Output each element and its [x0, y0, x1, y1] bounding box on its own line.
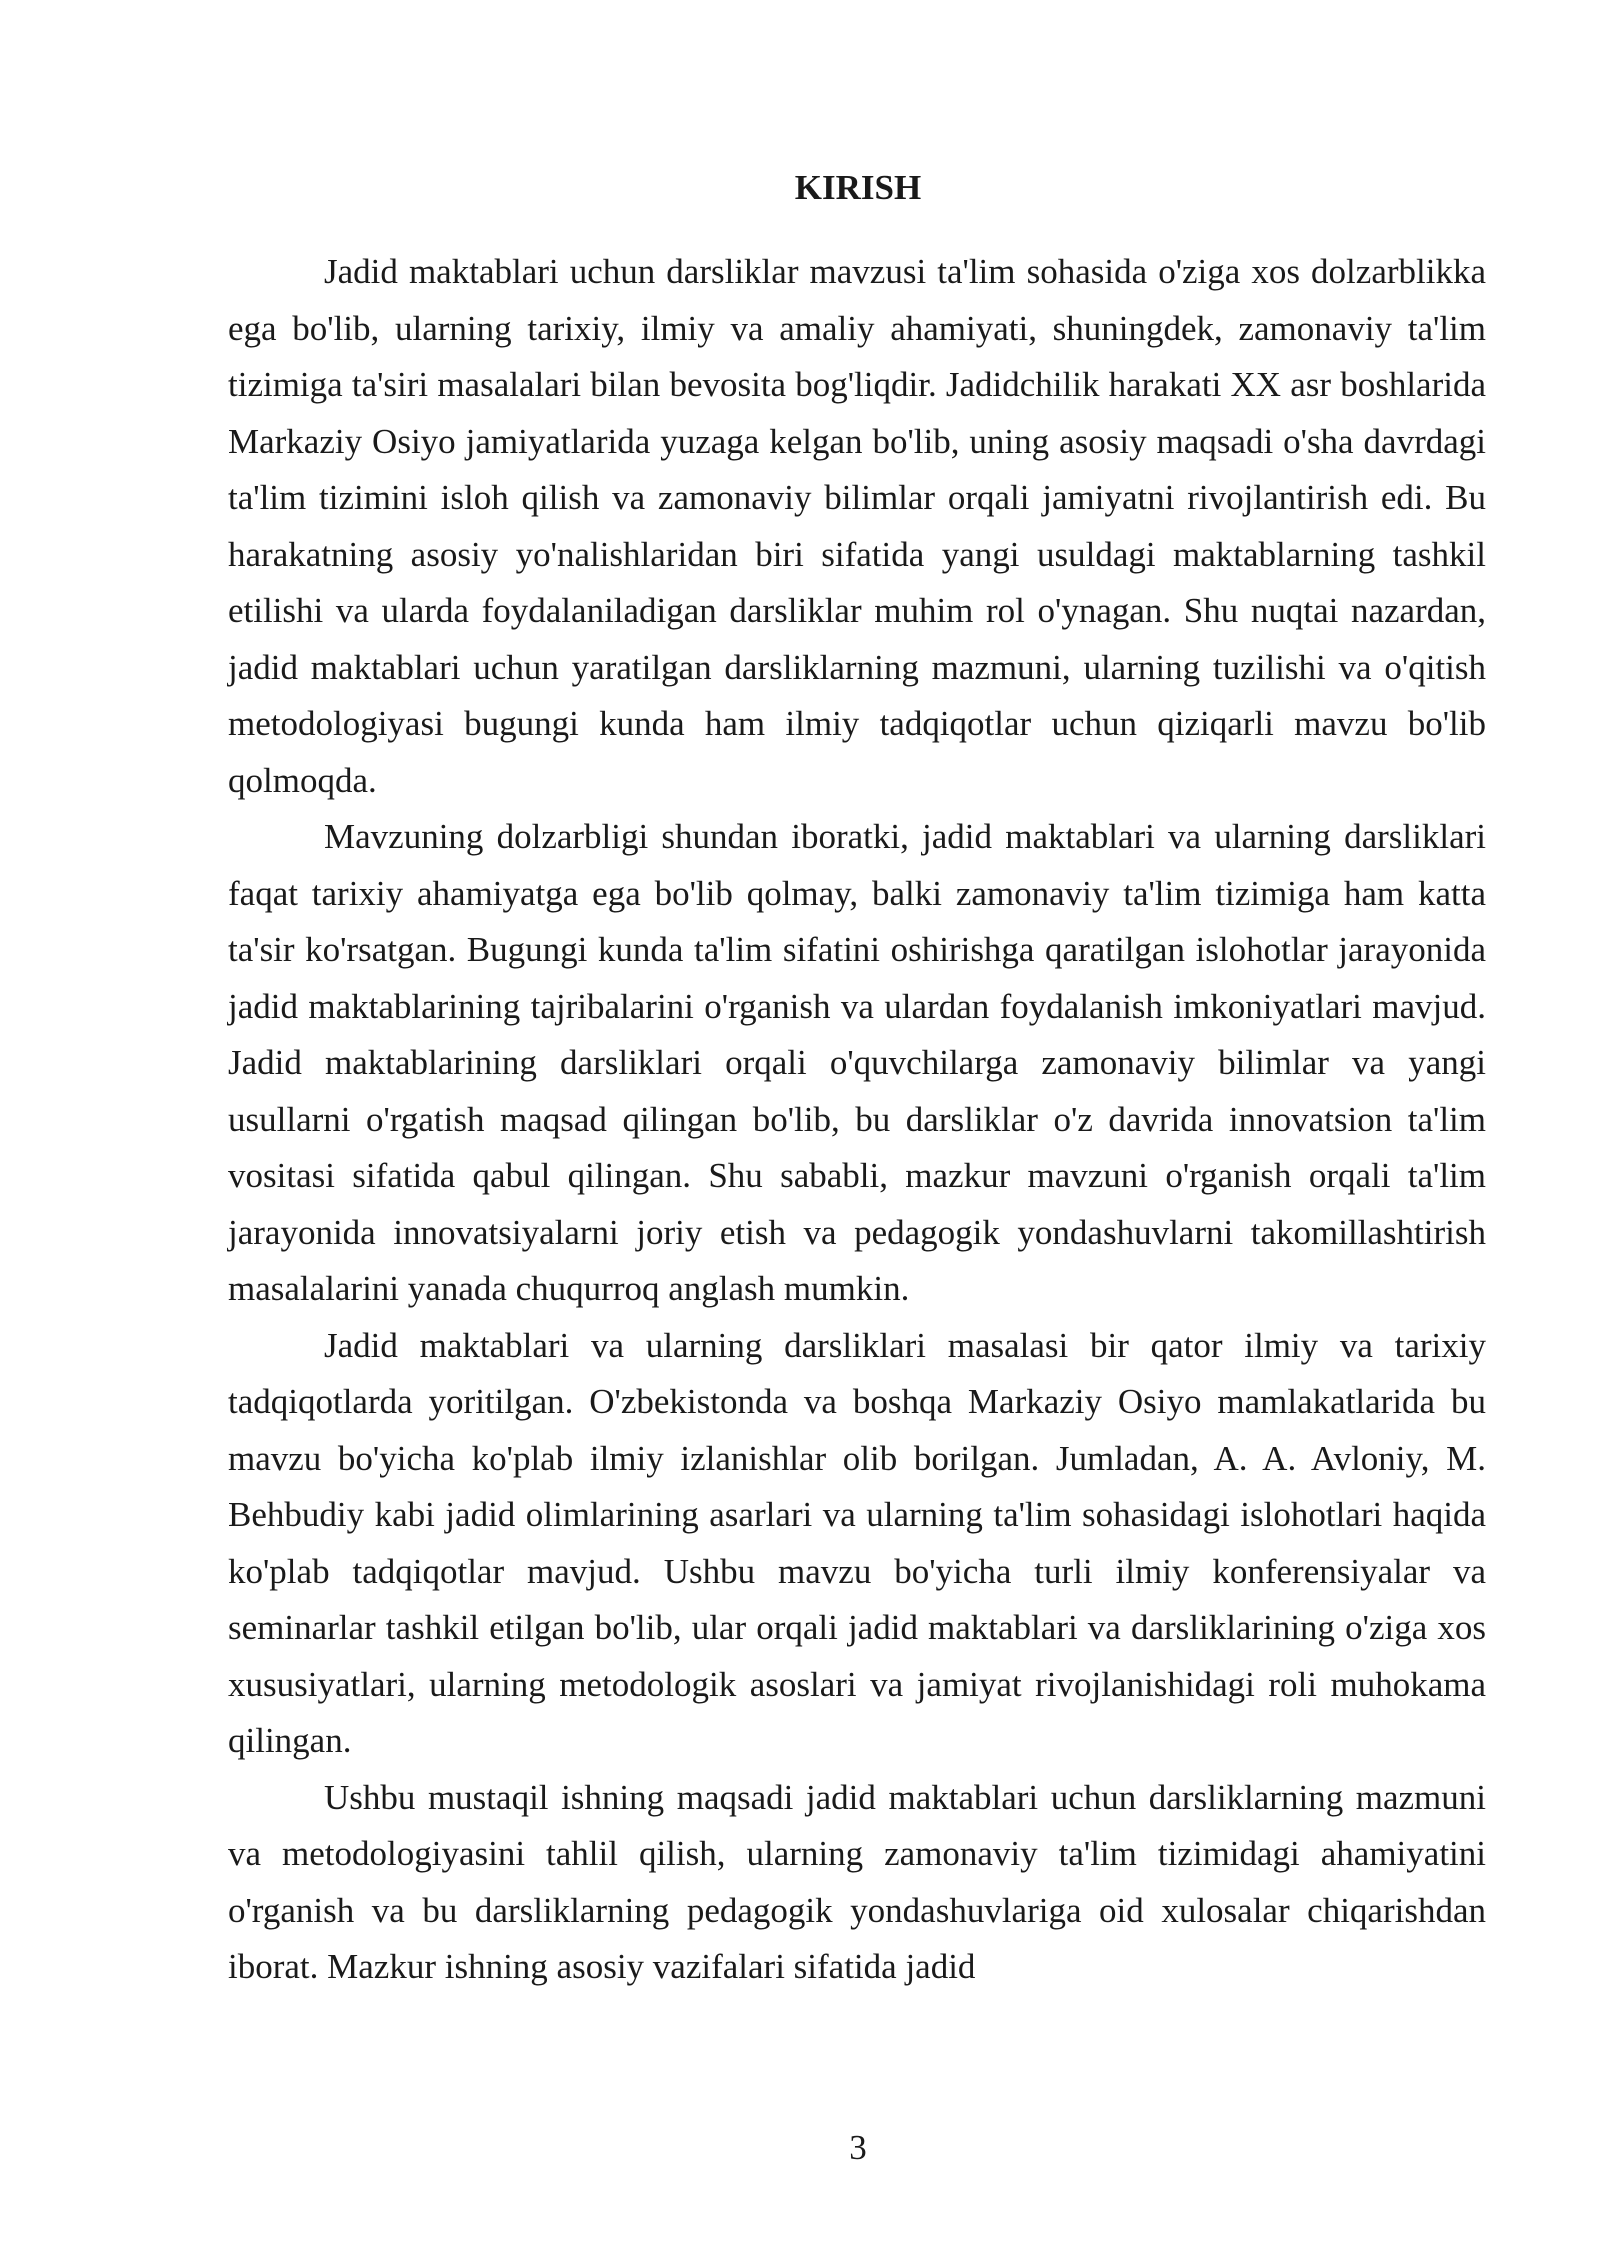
paragraph: Jadid maktablari uchun darsliklar mavzusi ta'lim sohasida o'ziga xos dolzarblikka ega bo'lib, ularning tarixiy, ilmiy va amaliy ahamiyati, shuningdek, zamonaviy ta'lim tizimiga ta'siri masalalari bilan bevosita bog'liqdir. Jadidchilik harakati XX asr boshlarida Markaziy Osiyo jamiyatlarida yuzaga kelgan bo'lib, uning asosiy maqsadi o'sha davrdagi ta'lim tizimini isloh qilish va zamonaviy bilimlar orqali jamiyatni rivojlantirish edi. Bu harakatning asosiy yo'nalishlaridan biri sifatida yangi usuldagi maktablarning tashkil etilishi va ularda foydalaniladigan darsliklar muhim rol o'ynagan. Shu nuqtai nazardan, jadid maktablari uchun yaratilgan darsliklarning mazmuni, ularning tuzilishi va o'qitish metodologiyasi bugungi kunda ham ilmiy tadqiqotlar uchun qiziqarli mavzu bo'lib qolmoqda.	[228, 252, 1486, 800]
paragraph: Mavzuning dolzarbligi shundan iboratki, jadid maktablari va ularning darsliklari faqat tarixiy ahamiyatga ega bo'lib qolmay, balki zamonaviy ta'lim tizimiga ham katta ta'sir ko'rsatgan. Bugungi kunda ta'lim sifatini oshirishga qaratilgan islohotlar jarayonida jadid maktablarining tajribalarini o'rganish va ulardan foydalanish imkoniyatlari mavjud. Jadid maktablarining darsliklari orqali o'quvchilarga zamonaviy bilimlar va yangi usullarni o'rgatish maqsad qilingan bo'lib, bu darsliklar o'z davrida innovatsion ta'lim vositasi sifatida qabul qilingan. Shu sababli, mazkur mavzuni o'rganish orqali ta'lim jarayonida innovatsiyalarni joriy etish va pedagogik yondashuvlarni takomillashtirish masalalarini yanada chuqurroq anglash mumkin.	[228, 817, 1486, 1308]
section-heading: KIRISH	[794, 168, 922, 207]
paragraph: Ushbu mustaqil ishning maqsadi jadid maktablari uchun darsliklarning mazmuni va metodologiyasini tahlil qilish, ularning zamonaviy ta'lim tizimidagi ahamiyatini o'rganish va bu darsliklarning pedagogik yondashuvlariga oid xulosalar chiqarishdan iborat. Mazkur ishning asosiy vazifalari sifatida jadid	[228, 1777, 1486, 1986]
page-number: 3	[849, 2128, 867, 2167]
paragraph: Jadid maktablari va ularning darsliklari masalasi bir qator ilmiy va tarixiy tadqiqotlarda yoritilgan. O'zbekistonda va boshqa Markaziy Osiyo mamlakatlarida bu mavzu bo'yicha ko'plab ilmiy izlanishlar olib borilgan. Jumladan, A. A. Avloniy, M. Behbudiy kabi jadid olimlarining asarlari va ularning ta'lim sohasidagi islohotlari haqida ko'plab tadqiqotlar mavjud. Ushbu mavzu bo'yicha turli ilmiy konferensiyalar va seminarlar tashkil etilgan bo'lib, ular orqali jadid maktablari va darsliklarining o'ziga xos xususiyatlari, ularning metodologik asoslari va jamiyat rivojlanishidagi roli muhokama qilingan.	[228, 1325, 1486, 1760]
body-text	[228, 244, 1486, 1996]
